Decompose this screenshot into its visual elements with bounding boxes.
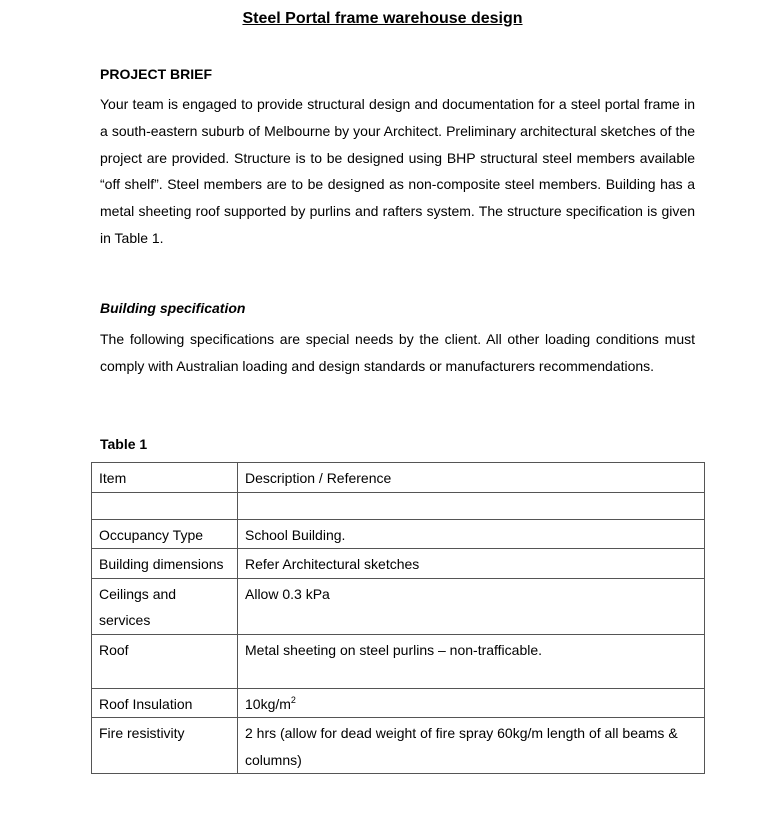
row-description-cell: School Building. (238, 519, 705, 549)
row-description-cell: Allow 0.3 kPa (238, 578, 705, 634)
project-brief-paragraph: Your team is engaged to provide structural design and documentation for a steel portal frame in a south-eastern suburb of Melbourne by your Architect. Preliminary architectural sketches of the project are provided. Structure is to be designed using BHP structural steel members available “off shelf”. Steel members are to be designed as non-composite steel members. Building has a metal sheeting roof supported by purlins and rafters system. The structure specification is given in Table 1. (100, 96, 695, 246)
superscript-exponent: 2 (290, 694, 296, 705)
document-title: Steel Portal frame warehouse design (242, 10, 523, 27)
row-item-cell: Building dimensions (92, 549, 238, 579)
row-description-cell: Metal sheeting on steel purlins – non-trafficable. (238, 634, 705, 688)
row-description-cell: Refer Architectural sketches (238, 549, 705, 579)
project-brief-heading: PROJECT BRIEF (100, 66, 213, 82)
table-header-row (92, 463, 705, 493)
row-description-cell (238, 688, 705, 718)
table-row (92, 718, 705, 774)
specification-table (91, 462, 705, 774)
column-header-description: Description / Reference (238, 463, 705, 493)
empty-cell (92, 492, 238, 519)
table-row (92, 634, 705, 688)
column-header-item: Item (92, 463, 238, 493)
row-item-cell: Occupancy Type (92, 519, 238, 549)
row-item-cell: Roof Insulation (92, 688, 238, 718)
roof-insulation-value: 10kg/m (245, 695, 291, 712)
table-row (92, 578, 705, 634)
table-caption: Table 1 (100, 436, 148, 452)
row-description-cell: 2 hrs (allow for dead weight of fire spray 60kg/m length of all beams & columns) (238, 718, 705, 774)
empty-cell (238, 492, 705, 519)
table-empty-row (92, 492, 705, 519)
building-spec-heading: Building specification (100, 300, 246, 316)
table-row (92, 519, 705, 549)
row-item-cell: Roof (92, 634, 238, 688)
table-row (92, 688, 705, 718)
row-item-cell: Ceilings and services (92, 578, 238, 634)
table-row (92, 549, 705, 579)
row-item-cell: Fire resistivity (92, 718, 238, 774)
building-spec-paragraph: The following specifications are special needs by the client. All other loading conditions must comply with Australian loading and design standards or manufacturers recommendations. (100, 331, 695, 374)
